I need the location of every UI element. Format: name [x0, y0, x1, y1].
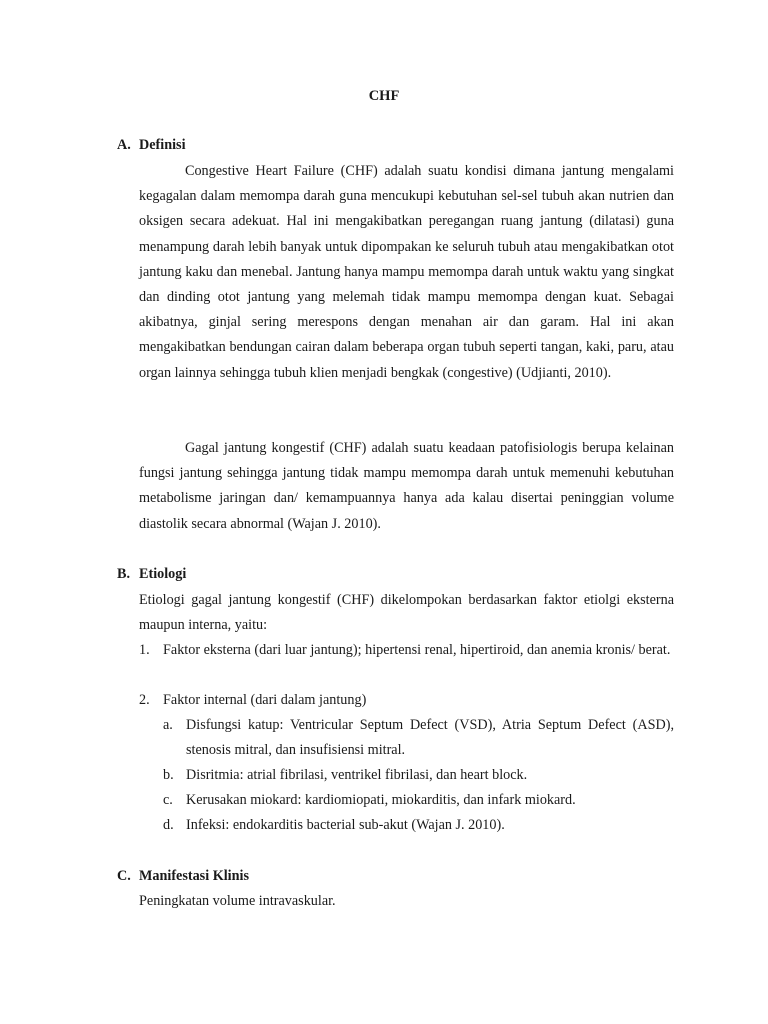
sub-item-text: Kerusakan miokard: kardiomiopati, miokarditis, dan infark miokard. [186, 792, 576, 808]
section-b-letter: B. [117, 566, 131, 582]
section-c-letter: C. [117, 868, 131, 884]
list-item-number: 2. [139, 692, 150, 708]
manifestasi-paragraph-1: Peningkatan volume intravaskular. [139, 893, 336, 909]
section-c-title: Manifestasi Klinis [139, 868, 249, 884]
sub-item-text: Infeksi: endokarditis bacterial sub-akut (Wajan J. 2010). [186, 817, 505, 833]
sub-item-letter: a. [163, 717, 173, 733]
list-item-text: Faktor internal (dari dalam jantung) [163, 692, 367, 708]
sub-item-letter: c. [163, 792, 173, 808]
list-item-text: Faktor eksterna (dari luar jantung); hipertensi renal, hipertiroid, dan anemia kronis/ berat. [163, 642, 671, 658]
list-item [139, 638, 674, 663]
section-a-heading [117, 137, 186, 154]
list-item-number: 1. [139, 642, 150, 658]
etiologi-intro: Etiologi gagal jantung kongestif (CHF) dikelompokan berdasarkan faktor etiolgi eksterna maupun interna, yaitu: [139, 592, 674, 634]
sub-list-item [163, 788, 674, 813]
sub-list-item [163, 813, 674, 838]
sub-item-text: Disfungsi katup: Ventricular Septum Defect (VSD), Atria Septum Defect (ASD), stenosis mitral, dan insufisiensi mitral. [186, 717, 674, 759]
document-title: CHF [368, 88, 400, 104]
section-b-heading [117, 566, 186, 583]
section-a-letter: A. [117, 137, 131, 153]
section-c-heading [117, 868, 249, 885]
sub-item-text: Disritmia: atrial fibrilasi, ventrikel fibrilasi, dan heart block. [186, 767, 528, 783]
list-item [139, 688, 674, 713]
sub-item-letter: d. [163, 817, 174, 833]
sub-item-letter: b. [163, 767, 174, 783]
section-b-title: Etiologi [139, 566, 187, 582]
sub-list-item [163, 713, 674, 763]
section-a-title: Definisi [139, 137, 186, 153]
definisi-paragraph-1: Congestive Heart Failure (CHF) adalah suatu kondisi dimana jantung mengalami kegagalan dalam memompa darah guna mencukupi kebutuhan sel-sel tubuh akan nutrien dan oksigen secara adekuat. Hal ini mengakibatkan peregangan ruang jantung (dilatasi) guna menampung darah lebih banyak untuk dipompakan ke seluruh tubuh atau mengakibatkan otot jantung kaku dan menebal. Jantung hanya mampu memompa darah untuk waktu yang singkat dan dinding otot jantung yang melemah tidak mampu memompa dengan kuat. Sebagai akibatnya, ginjal sering merespons dengan menahan air dan garam. Hal ini akan mengakibatkan bendungan cairan dalam beberapa organ tubuh seperti tangan, kaki, paru, atau organ lainnya sehingga tubuh klien menjadi bengkak (congestive) (Udjianti, 2010). [139, 163, 674, 381]
definisi-paragraph-2: Gagal jantung kongestif (CHF) adalah suatu keadaan patofisiologis berupa kelainan fungsi jantung sehingga jantung tidak mampu memompa darah untuk memenuhi kebutuhan metabolisme jaringan dan/ kemampuannya hanya ada kalau disertai peninggian volume diastolik secara abnormal (Wajan J. 2010). [139, 440, 674, 532]
sub-list-item [163, 763, 674, 788]
